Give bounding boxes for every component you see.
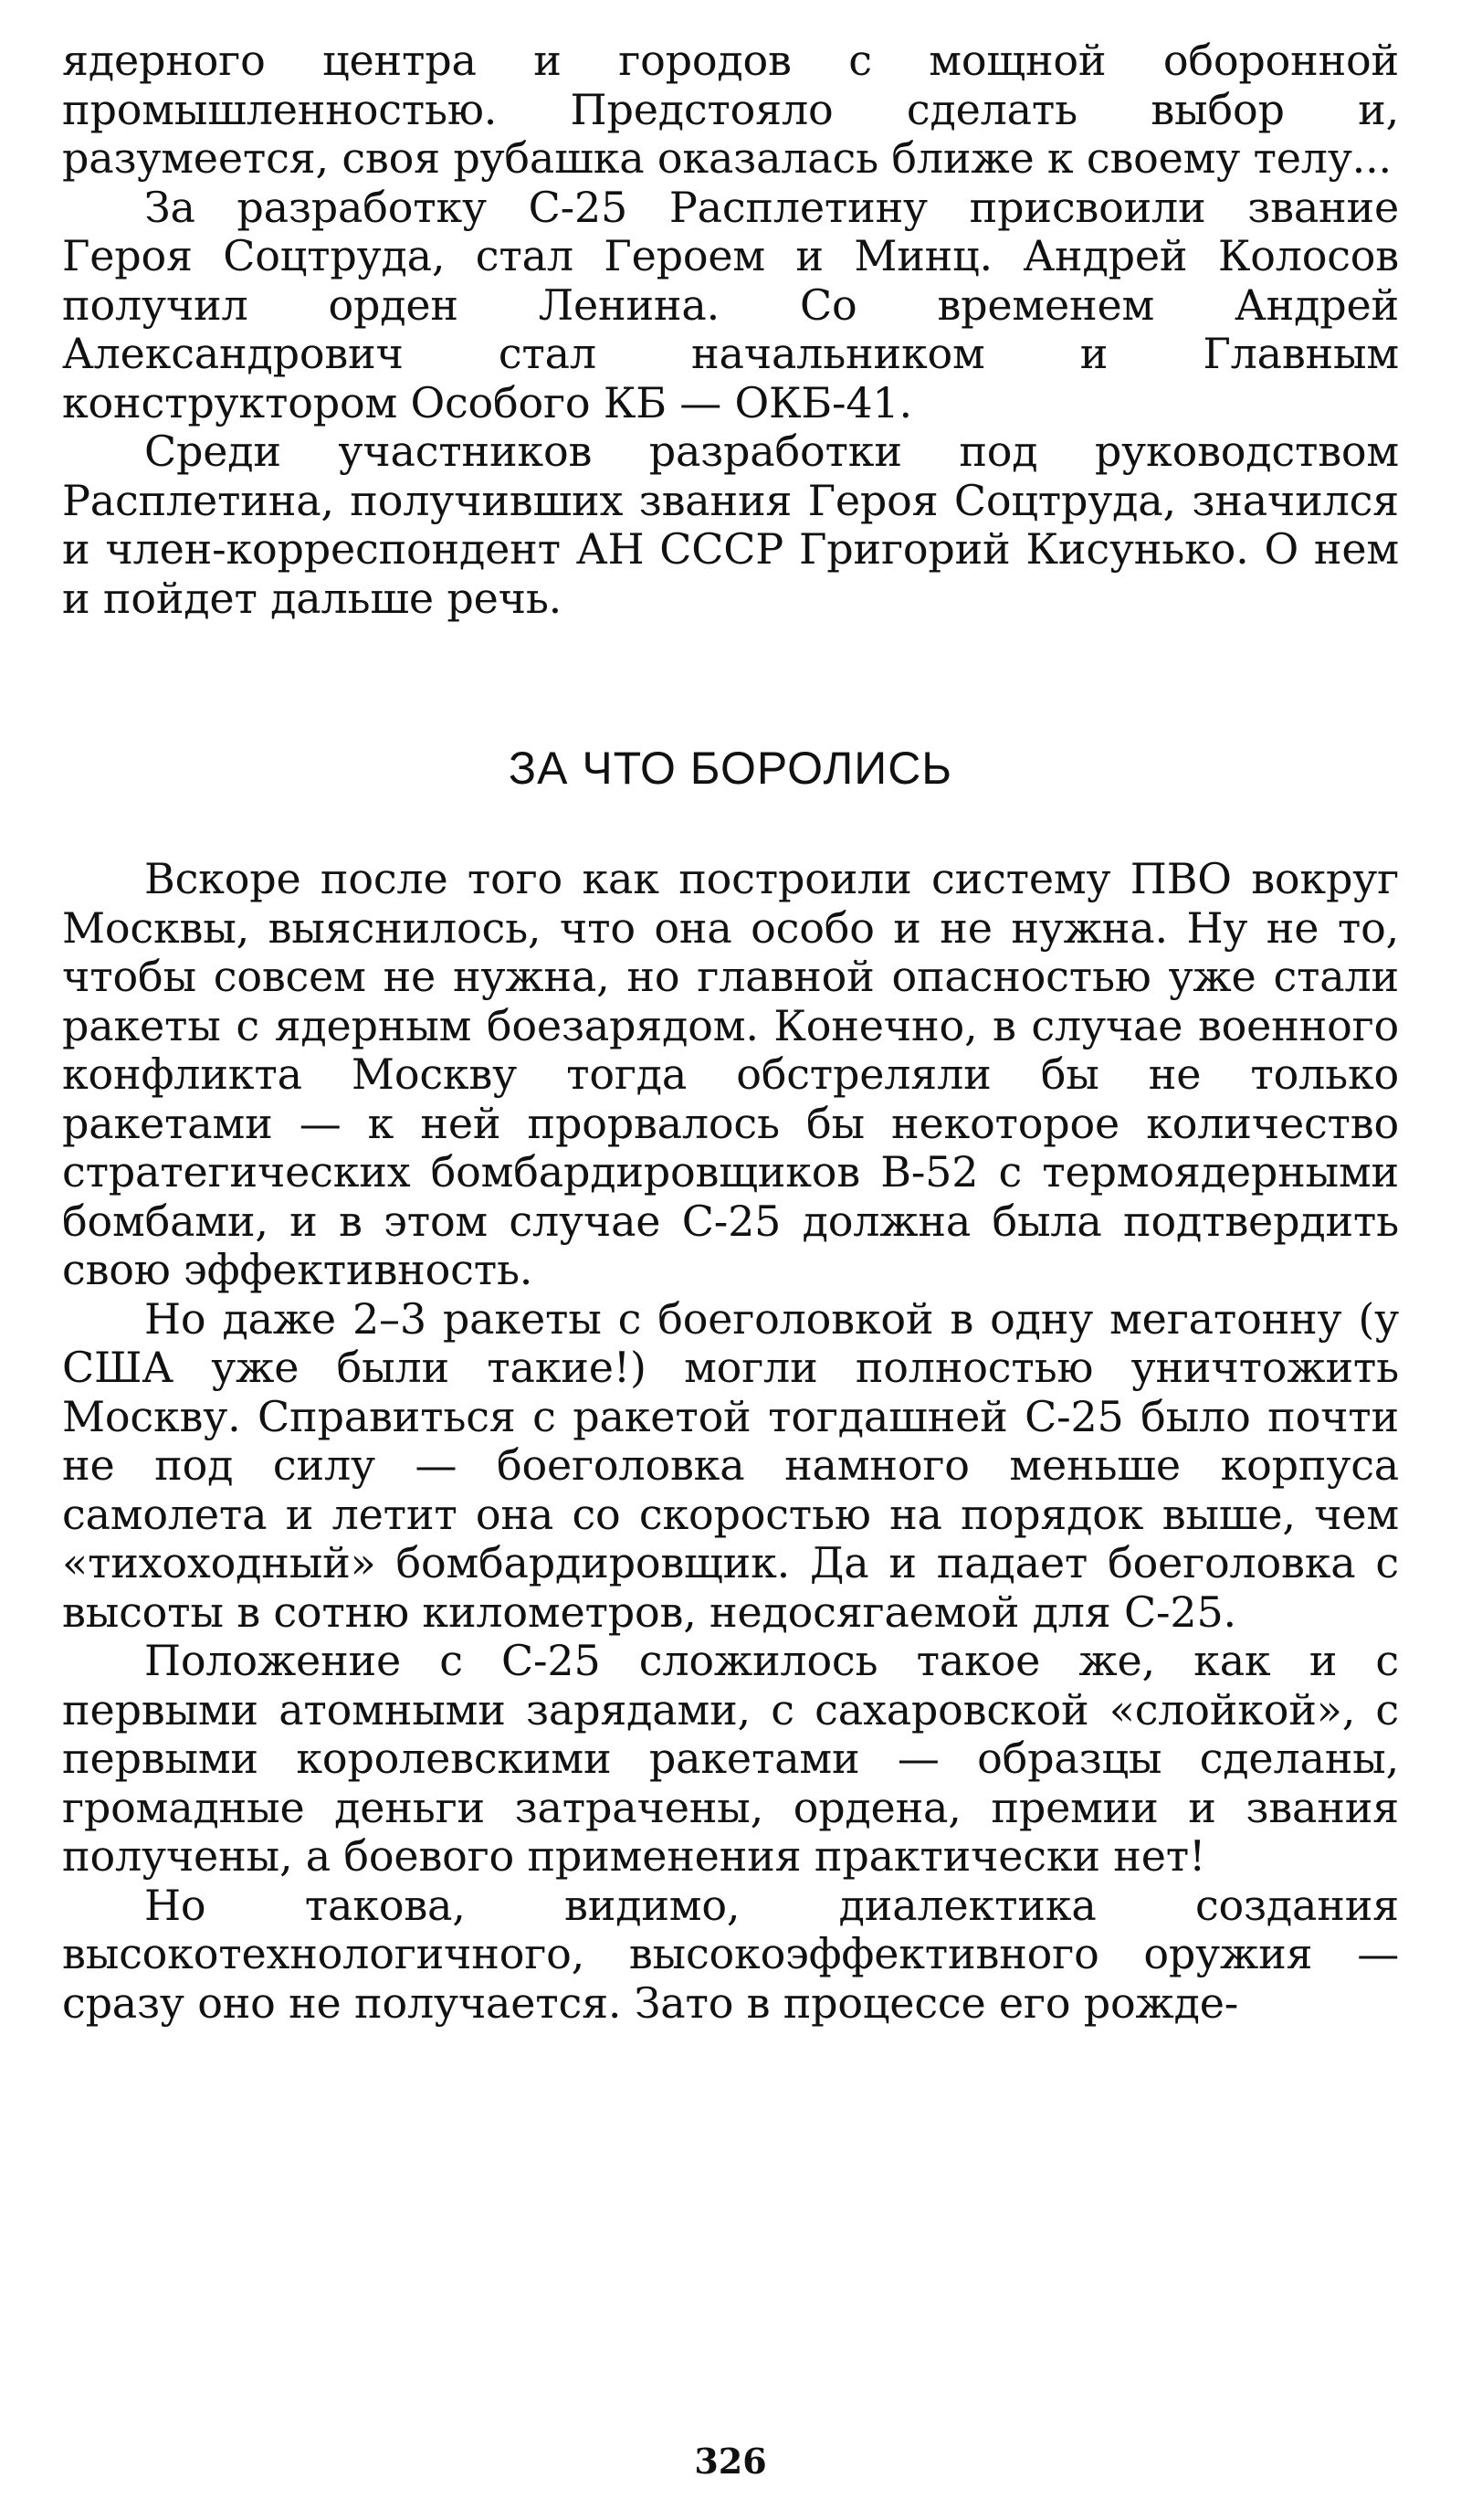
paragraph-megaton: Но даже 2–3 ракеты с боеголовкой в одну мегатонну (у США уже были такие!) могли полностью уничтожить Москву. Справиться с ракетой тогдашней С-25 было почти не под силу — боеголовка намного меньше корпуса самолета и летит она со скоростью на порядок выше, чем «тихоходный» бомбардировщик. Да и падает боеголовка с высоты в сотню километров, недосягаемой для С-25. bbox=[62, 1293, 1399, 1637]
section-text bbox=[62, 855, 1399, 2028]
paragraph-continuation: ядерного центра и городов с мощной оборонной промышленностью. Предстояло сделать выбор и, разумеется, своя рубашка оказалась ближе к своему телу... bbox=[62, 36, 1399, 183]
page-number: 326 bbox=[694, 2441, 767, 2482]
paragraph-situation: Положение с С-25 сложилось такое же, как и с первыми атомными зарядами, с сахаровской «слойкой», с первыми королевскими ракетами — образцы сделаны, громадные деньги затрачены, ордена, премии и звания получены, а боевого применения практически нет! bbox=[62, 1636, 1399, 1881]
paragraph-pvo: Вскоре после того как построили систему ПВО вокруг Москвы, выяснилось, что она особо и не нужна. Ну не то, чтобы совсем не нужна, но главной опасностью уже стали ракеты с ядерным боезарядом. Конечно, в случае военного конфликта Москву тогда обстреляли бы не только ракетами — к ней прорвалось бы некоторое количество стратегических бомбардировщиков В-52 с термоядерными бомбами, и в этом случае С-25 должна была подтвердить свою эффективность. bbox=[62, 854, 1399, 1294]
paragraph-awards: За разработку С-25 Расплетину присвоили звание Героя Соцтруда, стал Героем и Минц. Андрей Колосов получил орден Ленина. Со временем Андрей Александрович стал начальником и Главным конструктором Особого КБ — ОКБ-41. bbox=[62, 182, 1399, 427]
section-heading-wrap bbox=[62, 742, 1399, 795]
intro-text bbox=[62, 37, 1399, 623]
paragraph-dialectics: Но такова, видимо, диалектика создания высокотехнологичного, высокоэффективного оружия — сразу оно не получается. Зато в процессе его рожде- bbox=[62, 1880, 1399, 2028]
section-title: ЗА ЧТО БОРОЛИСЬ bbox=[508, 743, 953, 794]
book-page bbox=[62, 37, 1399, 2028]
paragraph-kisunko: Среди участников разработки под руководством Расплетина, получивших звания Героя Соцтруда, значился и член-корреспондент АН СССР Григорий Кисунько. О нем и пойдет дальше речь. bbox=[62, 427, 1399, 623]
